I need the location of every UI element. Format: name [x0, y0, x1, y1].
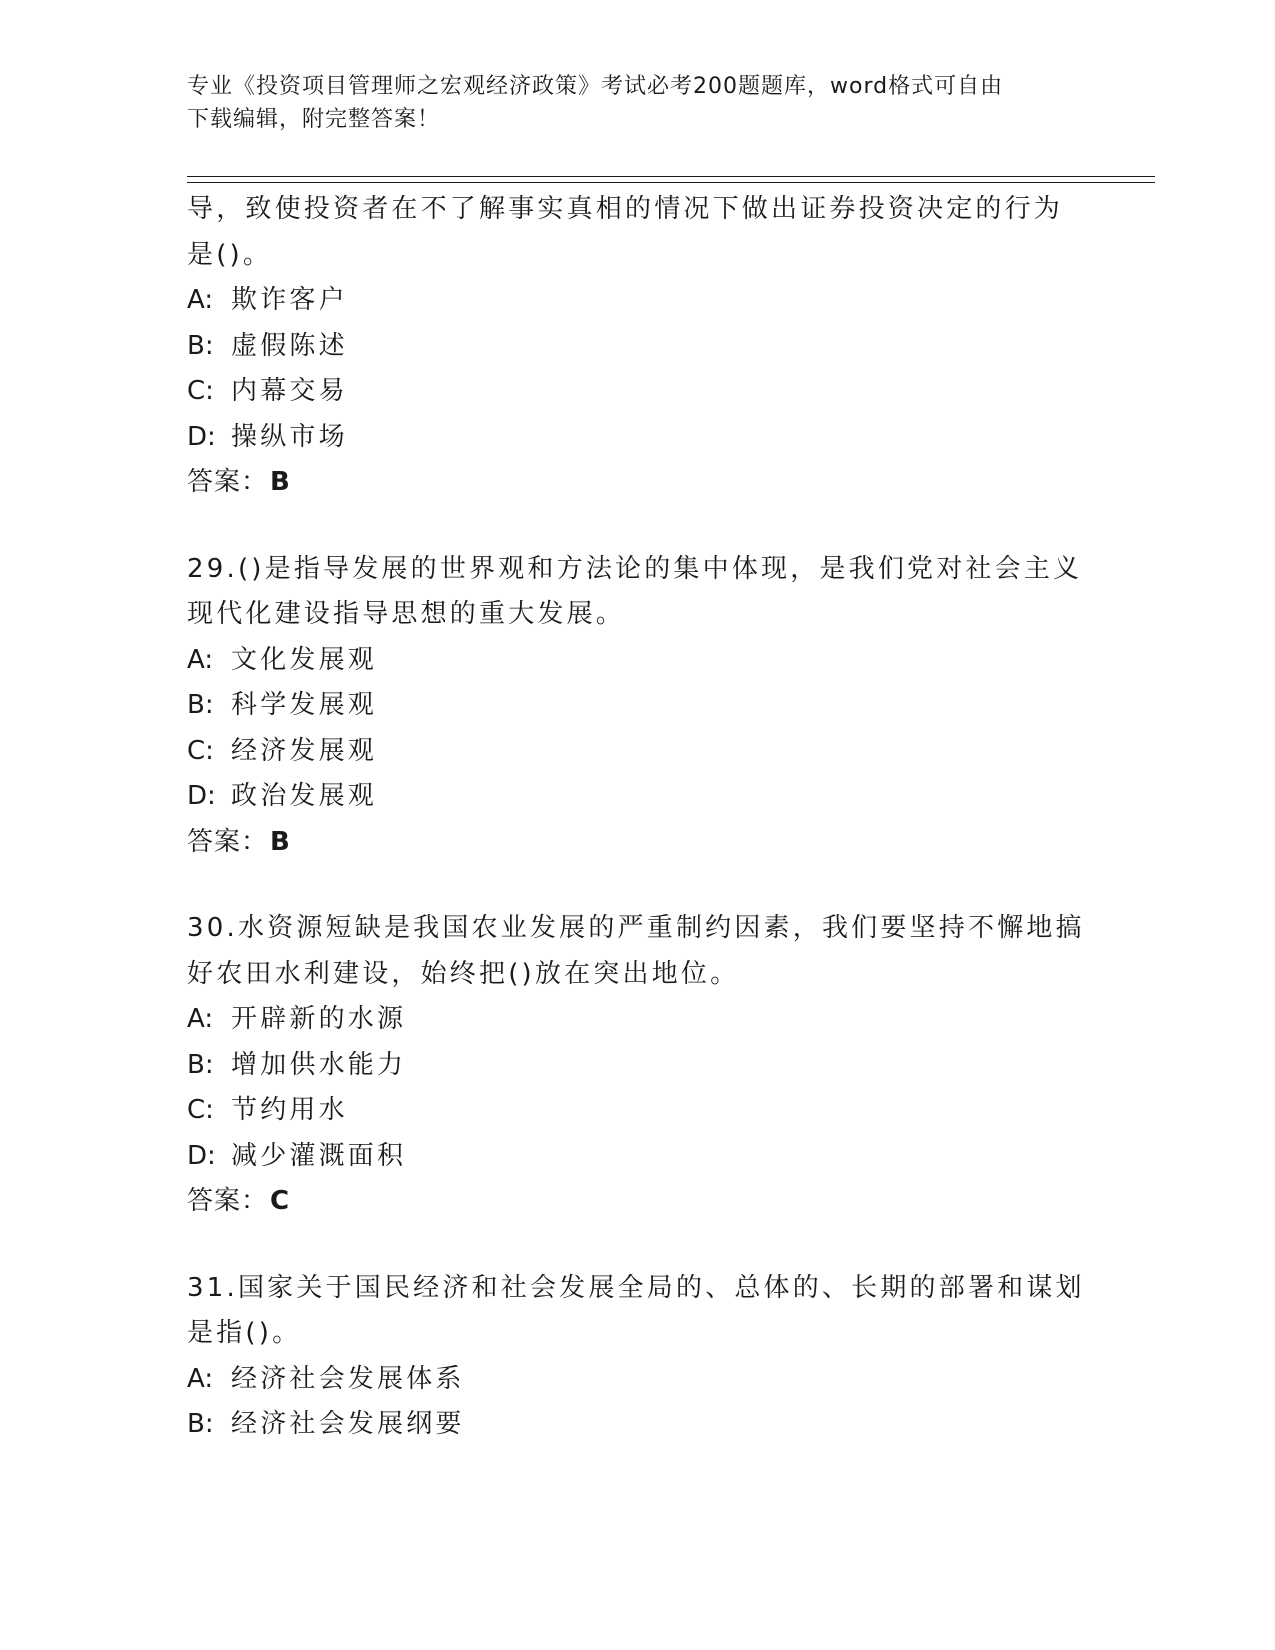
answer-option	[187, 1134, 1087, 1180]
option-text: 增加供水能力	[231, 1049, 407, 1080]
option-text: 经济社会发展纲要	[231, 1409, 465, 1439]
option-text: 政治发展观	[231, 781, 378, 811]
question-text-line: 好农田水利建设，始终把()放在突出地位。	[187, 958, 740, 989]
answer-option	[187, 729, 1087, 775]
answer-option	[187, 1402, 1087, 1448]
answer-option	[187, 415, 1087, 461]
option-text: 虚假陈述	[231, 330, 348, 361]
header-title-line-2: 下载编辑，附完整答案！	[187, 107, 441, 132]
option-key: C:	[187, 735, 214, 766]
option-text: 欺诈客户	[231, 285, 348, 315]
option-text: 减少灌溉面积	[231, 1140, 407, 1171]
answer-option	[187, 774, 1087, 820]
header-title-line-1: 专业《投资项目管理师之宏观经济政策》考试必考200题题库，word格式可自由	[187, 74, 1004, 99]
answer-value: C	[270, 1186, 290, 1216]
answer-line	[187, 820, 1087, 866]
answer-option	[187, 369, 1087, 415]
option-key: B:	[187, 1049, 214, 1080]
option-key: C:	[187, 376, 214, 406]
question-text-line: 30.水资源短缺是我国农业发展的严重制约因素，我们要坚持不懈地搞	[187, 913, 1085, 943]
answer-label: 答案：	[187, 1186, 269, 1216]
question-list	[187, 187, 1087, 1489]
header-double-rule	[187, 176, 1155, 183]
option-key: B:	[187, 690, 214, 720]
answer-value: B	[270, 826, 290, 857]
option-key: A:	[187, 1004, 214, 1034]
answer-option	[187, 1357, 1087, 1403]
answer-line	[187, 1179, 1087, 1225]
option-key: C:	[187, 1095, 214, 1125]
option-key: B:	[187, 1409, 214, 1439]
answer-option	[187, 324, 1087, 370]
question-block	[187, 187, 1087, 506]
question-text-line: 是指()。	[187, 1318, 302, 1348]
option-key: A:	[187, 644, 214, 675]
document-header	[187, 70, 1067, 136]
option-text: 科学发展观	[231, 690, 378, 720]
question-text-line: 是()。	[187, 239, 273, 270]
option-key: A:	[187, 1363, 214, 1394]
answer-value: B	[270, 467, 290, 497]
answer-option	[187, 1088, 1087, 1134]
option-key: D:	[187, 1140, 216, 1171]
option-key: B:	[187, 330, 214, 361]
answer-label: 答案：	[187, 467, 269, 497]
question-block	[187, 1266, 1087, 1448]
answer-label: 答案：	[187, 826, 269, 857]
answer-option	[187, 278, 1087, 324]
option-key: A:	[187, 285, 214, 315]
option-text: 文化发展观	[231, 644, 378, 675]
option-text: 节约用水	[231, 1095, 348, 1125]
answer-option	[187, 683, 1087, 729]
question-block	[187, 547, 1087, 866]
question-text-line: 现代化建设指导思想的重大发展。	[187, 599, 626, 629]
option-text: 开辟新的水源	[231, 1004, 407, 1034]
option-key: D:	[187, 781, 216, 811]
option-text: 经济社会发展体系	[231, 1363, 465, 1394]
question-text-line: 31.国家关于国民经济和社会发展全局的、总体的、长期的部署和谋划	[187, 1272, 1085, 1303]
answer-line	[187, 460, 1087, 506]
answer-option	[187, 997, 1087, 1043]
question-text-line: 导，致使投资者在不了解事实真相的情况下做出证券投资决定的行为	[187, 194, 1064, 224]
option-key: D:	[187, 421, 216, 452]
question-block	[187, 906, 1087, 1225]
question-text-line: 29.()是指导发展的世界观和方法论的集中体现，是我们党对社会主义	[187, 553, 1083, 584]
answer-option	[187, 1043, 1087, 1089]
option-text: 经济发展观	[231, 735, 378, 766]
option-text: 操纵市场	[231, 421, 348, 452]
option-text: 内幕交易	[231, 376, 348, 406]
answer-option	[187, 638, 1087, 684]
